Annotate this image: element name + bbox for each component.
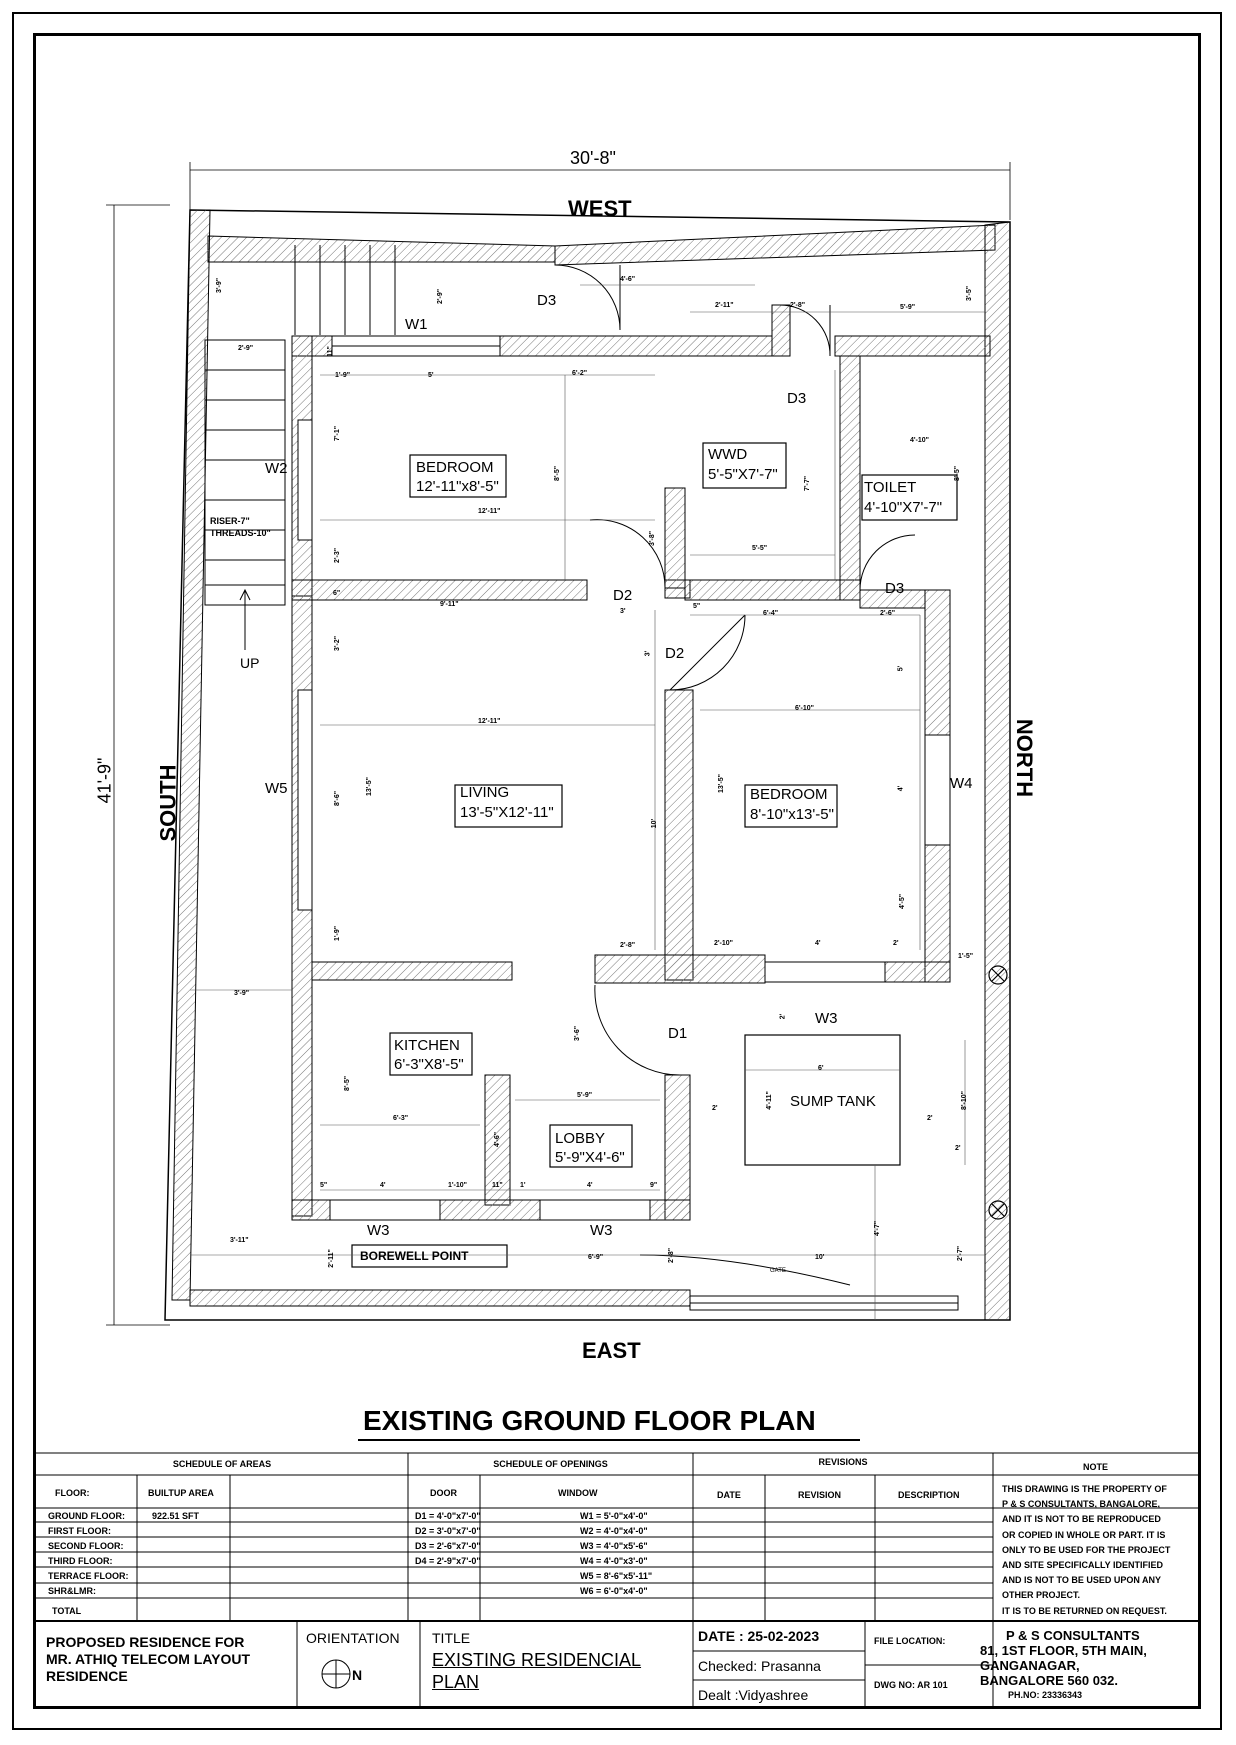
dim-label: 2'-6" — [880, 610, 896, 617]
dim-label: 2' — [927, 1115, 933, 1122]
dim-label: 1'-10" — [448, 1182, 467, 1189]
dim-label: 6' — [818, 1065, 824, 1072]
room-name-bedroom-2: BEDROOM — [750, 786, 828, 803]
room-size-toilet: 4'-10"X7'-7" — [864, 499, 943, 516]
window-entry: W1 = 5'-0"x4'-0" — [580, 1511, 648, 1521]
window-label-w1: W1 — [405, 316, 428, 333]
dim-label: 3'-9" — [234, 990, 250, 997]
dim-label: 2'-11" — [715, 302, 734, 309]
dim-label: 8'-5" — [954, 465, 962, 482]
dim-label: 2'-8" — [668, 1247, 676, 1264]
window-label-w3-b: W3 — [367, 1222, 390, 1239]
dim-label: 5" — [320, 1182, 328, 1189]
dim-label: 4'-6" — [620, 276, 636, 283]
window-label-w4: W4 — [950, 775, 973, 792]
dim-label: 5" — [693, 603, 701, 610]
room-size-lobby: 5'-9"X4'-6" — [555, 1149, 625, 1166]
drawing-title: EXISTING GROUND FLOOR PLAN — [363, 1405, 816, 1436]
schedule-areas-col-area: BUILTUP AREA — [148, 1488, 214, 1498]
room-name-lobby: LOBBY — [555, 1130, 606, 1147]
door-entry: D1 = 4'-0"x7'-0" — [415, 1511, 481, 1521]
sump-tank-label: SUMP TANK — [790, 1093, 876, 1110]
revisions-title: REVISIONS — [818, 1457, 868, 1467]
room-name-toilet: TOILET — [864, 479, 917, 496]
door-entry: D2 = 3'-0"x7'-0" — [415, 1526, 481, 1536]
dim-label: 5'-9" — [900, 304, 916, 311]
overall-depth-dim: 41'-9" — [94, 757, 115, 804]
dim-label: 5'-9" — [577, 1092, 593, 1099]
dim-label: 2' — [712, 1105, 718, 1112]
checked-by: Checked: Prasanna — [698, 1658, 821, 1674]
dim-label: 7'-1" — [334, 425, 342, 442]
room-size-bedroom-2: 8'-10"x13'-5" — [750, 806, 834, 823]
dim-label: 4'-5" — [899, 893, 907, 910]
note-line: IT IS TO BE RETURNED ON REQUEST. — [1002, 1606, 1167, 1616]
dim-label: 2' — [779, 1013, 787, 1020]
note-title: NOTE — [1082, 1462, 1108, 1472]
door-label-d3-c: D3 — [885, 580, 905, 597]
overall-width-dim: 30'-8" — [570, 148, 616, 168]
dealt-by: Dealt :Vidyashree — [698, 1687, 809, 1703]
dim-label: 13'-5" — [366, 777, 373, 796]
compass-east: EAST — [582, 1338, 641, 1363]
dim-label: 6'-4" — [763, 610, 779, 617]
title-line: PLAN — [432, 1672, 480, 1692]
dim-label: 8'-6" — [334, 790, 342, 807]
note-line: THIS DRAWING IS THE PROPERTY OF — [1002, 1484, 1167, 1494]
dim-label: 4' — [815, 940, 821, 947]
revisions-col-description: DESCRIPTION — [898, 1490, 960, 1500]
room-size-kitchen: 6'-3"X8'-5" — [394, 1056, 464, 1073]
area-row-value: 922.51 SFT — [152, 1511, 200, 1521]
dim-label: 2'-8" — [620, 942, 636, 949]
dim-label: 3'-11" — [230, 1237, 249, 1244]
dim-label: 6" — [333, 590, 341, 597]
note-line: AND IT IS NOT TO BE REPRODUCED — [1002, 1514, 1161, 1524]
dim-label: 2'-9" — [238, 345, 254, 352]
area-row-floor: FIRST FLOOR: — [48, 1526, 111, 1536]
note-line: OTHER PROJECT. — [1002, 1590, 1081, 1600]
dim-label: 5'-5" — [752, 545, 768, 552]
dim-label: 11" — [492, 1182, 503, 1189]
dwg-number: DWG NO: AR 101 — [874, 1680, 948, 1690]
area-row-floor: SECOND FLOOR: — [48, 1541, 124, 1551]
area-row-floor: TOTAL — [52, 1606, 82, 1616]
dim-label: 7'-7" — [804, 475, 812, 492]
dim-label: 5' — [897, 665, 905, 672]
gate-label: GATE — [770, 1268, 786, 1274]
room-size-bedroom-1: 12'-11"x8'-5" — [416, 478, 499, 495]
dim-label: 6'-9" — [588, 1254, 604, 1261]
dim-label: 6'-3" — [393, 1115, 409, 1122]
dim-label: 1'-9" — [335, 372, 351, 379]
dim-label: 4' — [587, 1182, 593, 1189]
area-row-floor: THIRD FLOOR: — [48, 1556, 113, 1566]
revisions-col-date: DATE — [717, 1490, 741, 1500]
borewell-label: BOREWELL POINT — [360, 1249, 469, 1263]
room-name-wwd: WWD — [708, 446, 748, 463]
firm-phone: PH.NO: 23336343 — [1008, 1690, 1083, 1700]
dim-label: 3'-8" — [649, 530, 657, 547]
room-name-kitchen: KITCHEN — [394, 1037, 460, 1054]
window-entry: W4 = 4'-0"x3'-0" — [580, 1556, 648, 1566]
door-entry: D3 = 2'-6"x7'-0" — [415, 1541, 481, 1551]
window-label-w2: W2 — [265, 460, 288, 477]
dim-label: 2'-7" — [957, 1245, 965, 1262]
note-line: ONLY TO BE USED FOR THE PROJECT — [1002, 1545, 1171, 1555]
file-location: FILE LOCATION: — [874, 1636, 946, 1646]
window-label-w5: W5 — [265, 780, 288, 797]
schedule-areas-col-floor: FLOOR: — [55, 1488, 90, 1498]
title-line: EXISTING RESIDENCIAL — [432, 1650, 642, 1670]
stair-riser: RISER-7" — [210, 516, 250, 526]
door-label-d3-a: D3 — [537, 292, 557, 309]
dim-label: 2'-3" — [334, 547, 342, 564]
door-label-d2-b: D2 — [665, 645, 685, 662]
dim-label: 4'-6" — [494, 1131, 502, 1148]
openings-col-door: DOOR — [430, 1488, 457, 1498]
window-entry: W5 = 8'-6"x5'-11" — [580, 1571, 653, 1581]
drawing-date: DATE : 25-02-2023 — [698, 1628, 820, 1644]
area-row-floor: TERRACE FLOOR: — [48, 1571, 129, 1581]
dim-label: 3' — [644, 650, 652, 657]
firm-line: BANGALORE 560 032. — [980, 1673, 1118, 1688]
compass-south: SOUTH — [155, 764, 181, 842]
dim-label: 12'-11" — [478, 508, 501, 515]
dim-label: 2' — [893, 940, 899, 947]
room-size-wwd: 5'-5"X7'-7" — [708, 466, 778, 483]
dim-label: 2'-10" — [714, 940, 733, 947]
dim-label: 4'-11" — [765, 1091, 773, 1110]
dim-label: 12'-11" — [478, 718, 501, 725]
dim-label: 4' — [897, 785, 905, 792]
dim-label: 13'-5" — [718, 774, 725, 793]
room-name-living: LIVING — [460, 784, 510, 801]
orientation-label: ORIENTATION — [306, 1630, 400, 1646]
schedule-areas-title: SCHEDULE OF AREAS — [172, 1459, 272, 1469]
room-size-living: 13'-5"X12'-11" — [460, 804, 554, 821]
project-line: RESIDENCE — [46, 1668, 128, 1684]
window-entry: W2 = 4'-0"x4'-0" — [580, 1526, 648, 1536]
area-row-floor: SHR&LMR: — [48, 1586, 96, 1596]
revisions-col-revision: REVISION — [798, 1490, 842, 1500]
dim-label: 1'-9" — [334, 925, 342, 942]
openings-col-window: WINDOW — [558, 1488, 598, 1498]
dim-label: 8'-10" — [961, 1091, 968, 1110]
dim-label: 3'-5" — [966, 285, 974, 302]
project-line: PROPOSED RESIDENCE FOR — [46, 1634, 245, 1650]
note-line: AND SITE SPECIFICALLY IDENTIFIED — [1002, 1560, 1164, 1570]
title-label: TITLE — [432, 1630, 471, 1646]
firm-line: 81, 1ST FLOOR, 5TH MAIN, — [980, 1643, 1147, 1658]
room-name-bedroom-1: BEDROOM — [416, 459, 494, 476]
dim-label: 1' — [520, 1182, 526, 1189]
dim-label: 10' — [815, 1254, 825, 1261]
door-label-d2-a: D2 — [613, 587, 633, 604]
dim-label: 3'-6" — [574, 1025, 582, 1042]
compass-north: NORTH — [1012, 718, 1038, 798]
schedule-openings-title: SCHEDULE OF OPENINGS — [493, 1459, 608, 1469]
firm-line: P & S CONSULTANTS — [1006, 1628, 1140, 1643]
window-entry: W6 = 6'-0"x4'-0" — [580, 1586, 648, 1596]
dim-label: 4'-7" — [874, 1220, 882, 1237]
dim-label: 8'-5" — [344, 1075, 352, 1092]
stair-threads: THREADS-10" — [210, 528, 271, 538]
dim-label: 10' — [651, 818, 659, 829]
dim-label: 3'-2" — [334, 635, 342, 652]
dim-label: 2' — [955, 1145, 961, 1152]
dim-label: 3' — [620, 608, 626, 615]
dim-label: 4' — [380, 1182, 386, 1189]
note-line: OR COPIED IN WHOLE OR PART. IT IS — [1002, 1530, 1166, 1540]
dim-label: 8'-5" — [554, 465, 562, 482]
dim-label: 6'-10" — [795, 705, 814, 712]
dim-label: 4'-10" — [910, 437, 929, 444]
dim-label: 9" — [650, 1182, 658, 1189]
dim-label: 3'-9" — [216, 277, 224, 294]
door-label-d1: D1 — [668, 1025, 688, 1042]
dim-label: 6'-2" — [572, 370, 588, 377]
note-line: P & S CONSULTANTS, BANGALORE, — [1002, 1499, 1161, 1509]
dim-label: 9'-11" — [440, 601, 459, 608]
note-line: AND IS NOT TO BE USED UPON ANY — [1002, 1575, 1162, 1585]
dim-label: 2'-9" — [437, 288, 445, 305]
dim-label: 1'-5" — [958, 953, 974, 960]
orientation-north-icon: N — [352, 1667, 363, 1683]
door-label-d3-b: D3 — [787, 390, 807, 407]
window-label-w3-a: W3 — [815, 1010, 838, 1027]
door-entry: D4 = 2'-9"x7'-0" — [415, 1556, 481, 1566]
dim-label: 2'-11" — [327, 1249, 335, 1268]
area-row-floor: GROUND FLOOR: — [48, 1511, 125, 1521]
dim-label: 2'-8" — [790, 302, 806, 309]
window-label-w3-c: W3 — [590, 1222, 613, 1239]
dim-label: 11" — [326, 346, 334, 357]
window-entry: W3 = 4'-0"x5'-6" — [580, 1541, 648, 1551]
stair-up: UP — [240, 655, 260, 671]
compass-west: WEST — [568, 196, 632, 221]
project-line: MR. ATHIQ TELECOM LAYOUT — [46, 1651, 251, 1667]
firm-line: GANGANAGAR, — [980, 1658, 1080, 1673]
dim-label: 5' — [428, 372, 434, 379]
